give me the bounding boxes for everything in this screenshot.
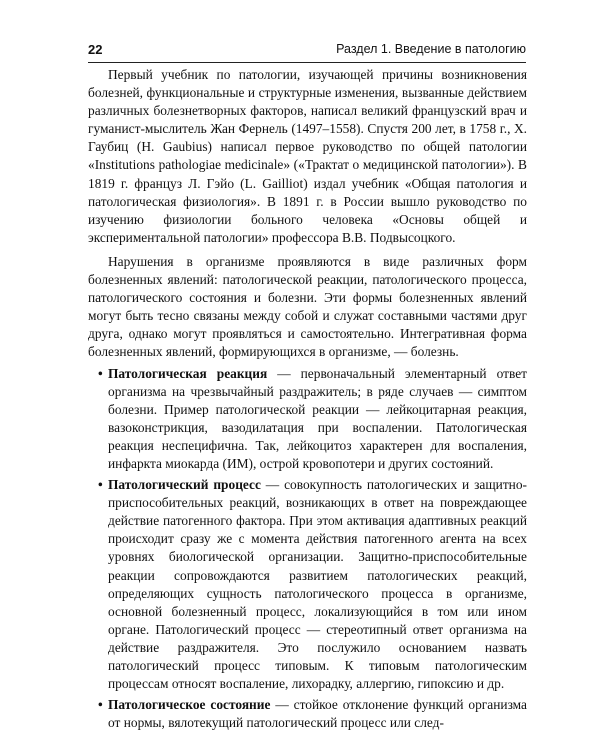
- bullet-icon: •: [98, 365, 103, 381]
- page-body: [88, 66, 527, 732]
- definition: — первоначальный элементарный ответ организма на чрезвычайный раздражитель; в ряде случаев — симптом болезни. Пример патологической реакции — лейкоцитарная реакция, вазоконстрикция, вазодилатация при воспалении. Патологическая реакция неспецифична. Так, лейкоцитоз характерен для воспаления, инфаркта миокарда (ИМ), острой кровопотери и других состояний.: [108, 365, 527, 471]
- bullet-icon: •: [98, 697, 103, 713]
- paragraph-forms: Нарушения в организме проявляются в виде различных форм болезненных явлений: патологической реакции, патологического процесса, патологического состояния и болезни. Эти формы болезненных явлений могут быть тесно связаны между собой и служат составными частями друг друга, однако могут проявляться и самостоятельно. Интегративная форма болезненных явлений, формирующихся в организме, — болезнь.: [88, 253, 527, 360]
- term: Патологическая реакция: [108, 365, 268, 381]
- forms-list: [88, 365, 527, 733]
- term: Патологический процесс: [108, 477, 261, 493]
- list-item-pathological-state: [88, 696, 527, 732]
- definition: — стойкое отклонение функций организма от нормы, вялотекущий патологический процесс или след-: [108, 697, 527, 731]
- definition: — совокупность патологических и защитно-приспособительных реакций, возникающих в ответ на повреждающее действие патогенного фактора. При этом активация адаптивных реакций происходит сразу же с момента действия патогенного агента на всех уровнях биологической организации. Защитно-приспособительные реакции сопровождаются развитием патологических реакций, определяющих сущность патологического процесса в организме, основной болезненный процесс, локализующийся в том или ином органе. Патологический процесс — стереотипный ответ организма на действие раздражителя. Это послужило основанием назвать патологический процесс типовым. К типовым патологическим процессам относят воспаление, лихорадку, аллергию, гипоксию и др.: [108, 477, 527, 692]
- page-number: 22: [88, 42, 103, 57]
- section-title: Раздел 1. Введение в патологию: [336, 42, 526, 56]
- bullet-icon: •: [98, 477, 103, 493]
- list-item-pathological-reaction: [88, 365, 527, 474]
- list-item-pathological-process: [88, 476, 527, 693]
- term: Патологическое состояние: [108, 697, 271, 713]
- running-header: [88, 38, 526, 63]
- paragraph-history: Первый учебник по патологии, изучающей причины возникновения болезней, функциональные и структурные изменения, вызванные действием различных болезнетворных факторов, написал великий французский врач и гуманист-мыслитель Жан Фернель (1497–1558). Спустя 200 лет, в 1758 г., Х. Гаубиц (H. Gaubius) написал первое руководство по общей патологии «Institutions pathologiae medicinale» («Трактат о медицинской патологии»). В 1819 г. француз Л. Гэйо (L. Gailliot) издал учебник «Общая патология и патологическая физиология». В 1891 г. в России вышло руководство по изучению физиологии больного человека «Основы общей и экспериментальной патологии» профессора В.В. Подвысоцкого.: [88, 67, 527, 245]
